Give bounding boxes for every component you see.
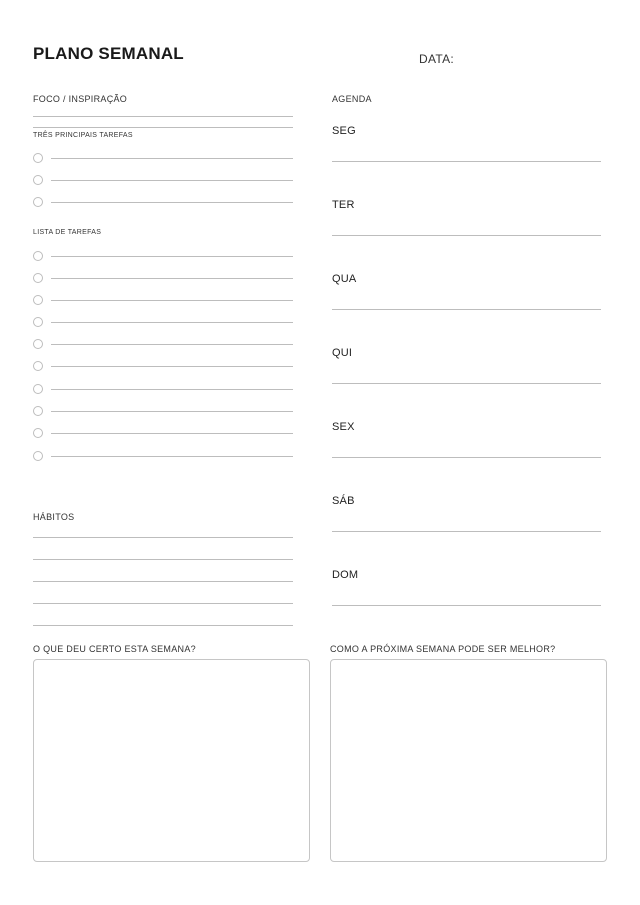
task-line-3[interactable] bbox=[51, 300, 293, 301]
agenda-line-thu[interactable] bbox=[332, 383, 601, 384]
page-title: PLANO SEMANAL bbox=[33, 44, 184, 63]
task-checkbox-7[interactable] bbox=[33, 384, 43, 394]
top-task-line-3[interactable] bbox=[51, 202, 293, 203]
agenda-day-fri: SEX bbox=[332, 421, 355, 433]
task-line-7[interactable] bbox=[51, 389, 293, 390]
top-task-line-1[interactable] bbox=[51, 158, 293, 159]
agenda-line-sun[interactable] bbox=[332, 605, 601, 606]
agenda-label: AGENDA bbox=[332, 94, 372, 104]
went-right-label: O QUE DEU CERTO ESTA SEMANA? bbox=[33, 644, 196, 654]
task-checkbox-8[interactable] bbox=[33, 406, 43, 416]
agenda-line-wed[interactable] bbox=[332, 309, 601, 310]
habit-line-1[interactable] bbox=[33, 537, 293, 538]
agenda-day-thu: QUI bbox=[332, 347, 353, 359]
task-checkbox-6[interactable] bbox=[33, 361, 43, 371]
improve-textarea[interactable] bbox=[330, 659, 607, 862]
agenda-line-sat[interactable] bbox=[332, 531, 601, 532]
focus-line-2[interactable] bbox=[33, 127, 293, 128]
task-checkbox-2[interactable] bbox=[33, 273, 43, 283]
habit-line-2[interactable] bbox=[33, 559, 293, 560]
habit-line-4[interactable] bbox=[33, 603, 293, 604]
task-line-9[interactable] bbox=[51, 433, 293, 434]
improve-label: COMO A PRÓXIMA SEMANA PODE SER MELHOR? bbox=[330, 644, 556, 654]
agenda-day-sun: DOM bbox=[332, 569, 359, 581]
agenda-day-mon: SEG bbox=[332, 125, 356, 137]
agenda-line-mon[interactable] bbox=[332, 161, 601, 162]
task-checkbox-4[interactable] bbox=[33, 317, 43, 327]
date-label: DATA: bbox=[419, 52, 455, 66]
agenda-day-tue: TER bbox=[332, 199, 355, 211]
task-list-label: LISTA DE TAREFAS bbox=[33, 229, 102, 236]
task-checkbox-10[interactable] bbox=[33, 451, 43, 461]
task-checkbox-1[interactable] bbox=[33, 251, 43, 261]
task-line-6[interactable] bbox=[51, 366, 293, 367]
habits-label: HÁBITOS bbox=[33, 512, 75, 522]
top-task-checkbox-1[interactable] bbox=[33, 153, 43, 163]
went-right-textarea[interactable] bbox=[33, 659, 310, 862]
habit-line-5[interactable] bbox=[33, 625, 293, 626]
agenda-day-sat: SÁB bbox=[332, 495, 355, 507]
task-line-1[interactable] bbox=[51, 256, 293, 257]
focus-label: FOCO / INSPIRAÇÃO bbox=[33, 94, 128, 104]
task-checkbox-9[interactable] bbox=[33, 428, 43, 438]
top-task-checkbox-3[interactable] bbox=[33, 197, 43, 207]
top-task-checkbox-2[interactable] bbox=[33, 175, 43, 185]
task-line-5[interactable] bbox=[51, 344, 293, 345]
task-checkbox-5[interactable] bbox=[33, 339, 43, 349]
task-line-2[interactable] bbox=[51, 278, 293, 279]
habit-line-3[interactable] bbox=[33, 581, 293, 582]
top-task-line-2[interactable] bbox=[51, 180, 293, 181]
task-checkbox-3[interactable] bbox=[33, 295, 43, 305]
focus-line-1[interactable] bbox=[33, 116, 293, 117]
agenda-line-fri[interactable] bbox=[332, 457, 601, 458]
top-tasks-label: TRÊS PRINCIPAIS TAREFAS bbox=[33, 132, 133, 139]
task-line-10[interactable] bbox=[51, 456, 293, 457]
agenda-day-wed: QUA bbox=[332, 273, 357, 285]
task-line-8[interactable] bbox=[51, 411, 293, 412]
task-line-4[interactable] bbox=[51, 322, 293, 323]
agenda-line-tue[interactable] bbox=[332, 235, 601, 236]
